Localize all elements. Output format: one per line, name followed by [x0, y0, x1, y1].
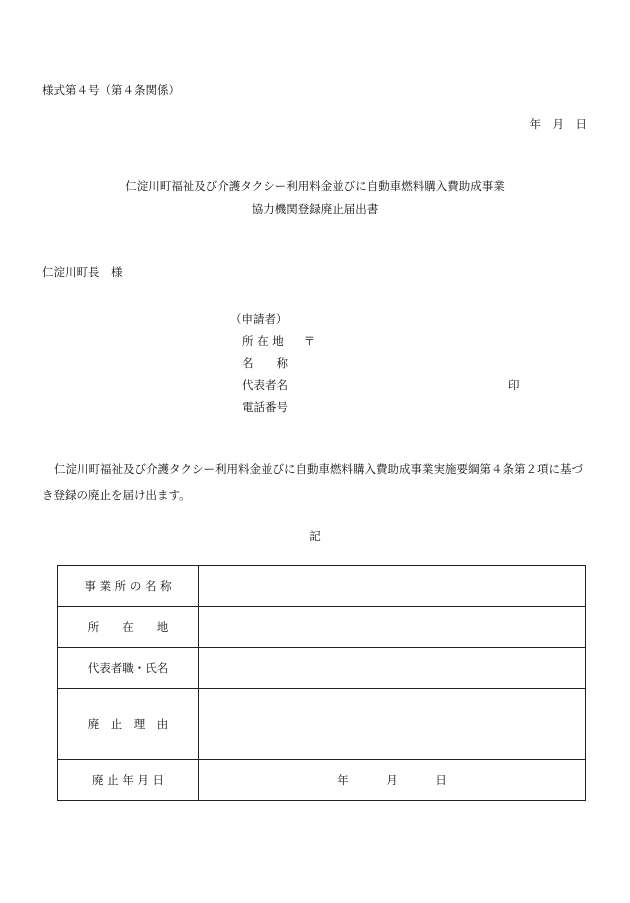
abolition-reason-label: 廃 止 理 由 — [58, 689, 199, 760]
table-row — [58, 607, 586, 648]
address-label: 所 在 地 — [242, 334, 284, 348]
form-number: 様式第４号（第４条関係） — [42, 83, 180, 97]
representative-label: 代表者名 — [242, 378, 288, 392]
document-title-line2: 協力機関登録廃止届出書 — [251, 202, 379, 216]
postal-mark: 〒 — [303, 334, 316, 348]
document-title-line1: 仁淀川町福祉及び介護タクシー利用料金並びに自動車燃料購入費助成事業 — [125, 179, 505, 193]
table-row — [58, 648, 586, 689]
abolition-date-value: 年 月 日 — [199, 760, 586, 801]
table-row — [58, 760, 586, 801]
name-label: 名 称 — [242, 356, 288, 370]
representative-title-name-value — [199, 648, 586, 689]
applicant-block — [230, 308, 520, 418]
office-name-value — [199, 566, 586, 607]
seal-mark: 印 — [508, 378, 520, 392]
addressee: 仁淀川町長 様 — [42, 265, 123, 279]
location-label: 所 在 地 — [58, 607, 199, 648]
table-row — [58, 566, 586, 607]
phone-label: 電話番号 — [242, 400, 288, 414]
location-value — [199, 607, 586, 648]
abolition-reason-value — [199, 689, 586, 760]
record-table — [57, 565, 586, 801]
applicant-representative-row — [230, 374, 520, 396]
abolition-date-label: 廃 止 年 月 日 — [58, 760, 199, 801]
applicant-name-row — [230, 352, 315, 374]
declaration-text: 仁淀川町福祉及び介護タクシー利用料金並びに自動車燃料購入費助成事業実施要綱第４条第２項に基づき登録の廃止を届け出ます。 — [42, 462, 583, 502]
applicant-heading: （申請者） — [230, 312, 288, 326]
office-name-label: 事 業 所 の 名 称 — [58, 566, 199, 607]
ki-heading: 記 — [309, 529, 321, 543]
applicant-address-row — [230, 330, 315, 352]
table-row — [58, 689, 586, 760]
applicant-phone-row — [230, 396, 315, 418]
submission-date: 年 月 日 — [529, 117, 587, 131]
representative-title-name-label: 代表者職・氏名 — [58, 648, 199, 689]
